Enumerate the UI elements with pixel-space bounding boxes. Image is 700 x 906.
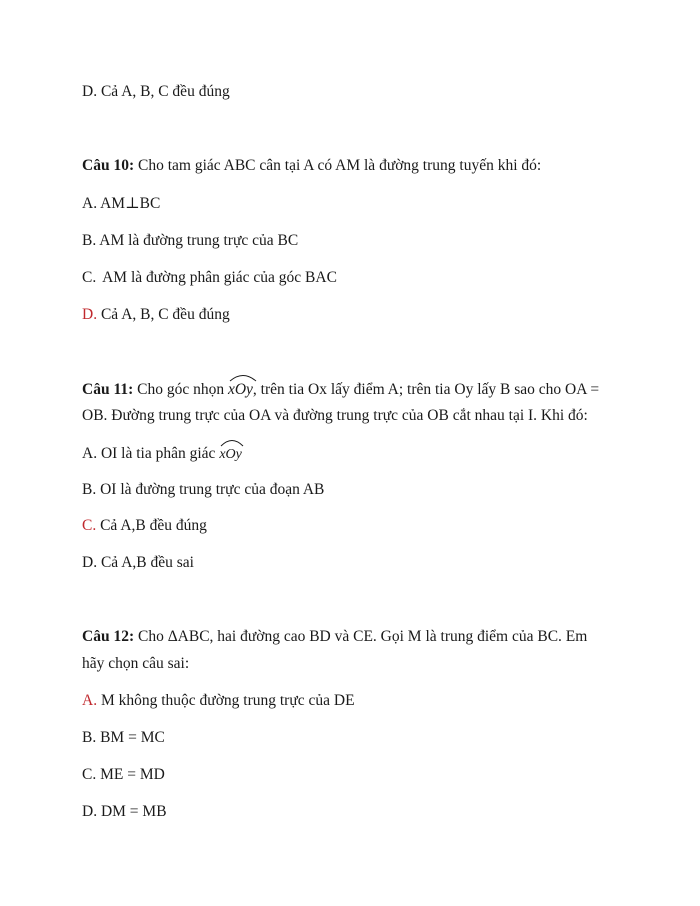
q12-stem-line1 — [82, 627, 587, 647]
q9-option-d — [82, 82, 230, 102]
q11-stem-line1 — [82, 378, 599, 400]
angle-arc-icon — [228, 372, 258, 382]
q10-option-a — [82, 194, 160, 214]
option-letter: A. — [82, 195, 98, 212]
option-text: AM⊥BC — [100, 195, 161, 212]
option-text: OI là tia phân giác — [100, 445, 216, 462]
option-text: BM = MC — [100, 729, 165, 746]
question-number: Câu 10: — [82, 157, 135, 174]
option-letter: D. — [82, 554, 98, 571]
question-number: Câu 11: — [82, 381, 134, 398]
q11-option-d — [82, 553, 194, 573]
option-letter-correct: C. — [82, 517, 97, 534]
option-text: AM là đường phân giác của góc BAC — [102, 269, 337, 286]
q12-option-b — [82, 728, 165, 748]
option-letter: C. — [82, 269, 97, 286]
q10-option-b — [82, 231, 298, 251]
q12-option-a — [82, 691, 355, 711]
q12-stem-line2 — [82, 654, 189, 674]
angle-symbol — [219, 443, 242, 465]
option-letter: D. — [82, 83, 98, 100]
option-letter: C. — [82, 766, 97, 783]
option-letter-correct: A. — [82, 692, 98, 709]
option-letter: B. — [82, 729, 97, 746]
q11-option-b — [82, 480, 324, 500]
option-text: Cả A,B đều sai — [100, 554, 194, 571]
angle-label: xOy — [219, 447, 242, 462]
q11-option-a — [82, 443, 242, 465]
q10-option-d — [82, 305, 230, 325]
option-text: Cả A, B, C đều đúng — [100, 83, 230, 100]
option-text: DM = MB — [100, 803, 167, 820]
question-text: OB. Đường trung trực của OA và đường trung trực của OB cắt nhau tại I. Khi đó: — [82, 407, 588, 424]
q11-option-c — [82, 516, 207, 536]
option-text: OI là đường trung trực của đoạn AB — [100, 481, 325, 498]
q12-option-c — [82, 765, 165, 785]
option-text: M không thuộc đường trung trực của DE — [100, 692, 355, 709]
question-text-cont: , trên tia Ox lấy điểm A; trên tia Oy lấy B sao cho OA = — [252, 381, 600, 398]
q12-option-d — [82, 802, 167, 822]
q10-stem — [82, 156, 541, 176]
option-text: AM là đường trung trực của BC — [99, 232, 299, 249]
question-number: Câu 12: — [82, 628, 135, 645]
option-letter-correct: D. — [82, 306, 98, 323]
question-text: Cho góc nhọn — [137, 381, 225, 398]
option-letter: B. — [82, 232, 97, 249]
option-text: Cả A,B đều đúng — [100, 517, 207, 534]
q10-option-c — [82, 268, 337, 288]
question-text: hãy chọn câu sai: — [82, 655, 190, 672]
q11-stem-line2 — [82, 406, 588, 426]
angle-symbol — [228, 378, 253, 400]
question-text: Cho ΔABC, hai đường cao BD và CE. Gọi M là trung điểm của BC. Em — [137, 628, 588, 645]
option-letter: B. — [82, 481, 97, 498]
angle-arc-icon — [219, 437, 245, 447]
option-text: ME = MD — [100, 766, 165, 783]
question-text: Cho tam giác ABC cân tại A có AM là đường trung tuyến khi đó: — [137, 157, 542, 174]
option-text: Cả A, B, C đều đúng — [100, 306, 230, 323]
angle-label: xOy — [227, 381, 253, 398]
option-letter: D. — [82, 803, 98, 820]
option-letter: A. — [82, 445, 98, 462]
